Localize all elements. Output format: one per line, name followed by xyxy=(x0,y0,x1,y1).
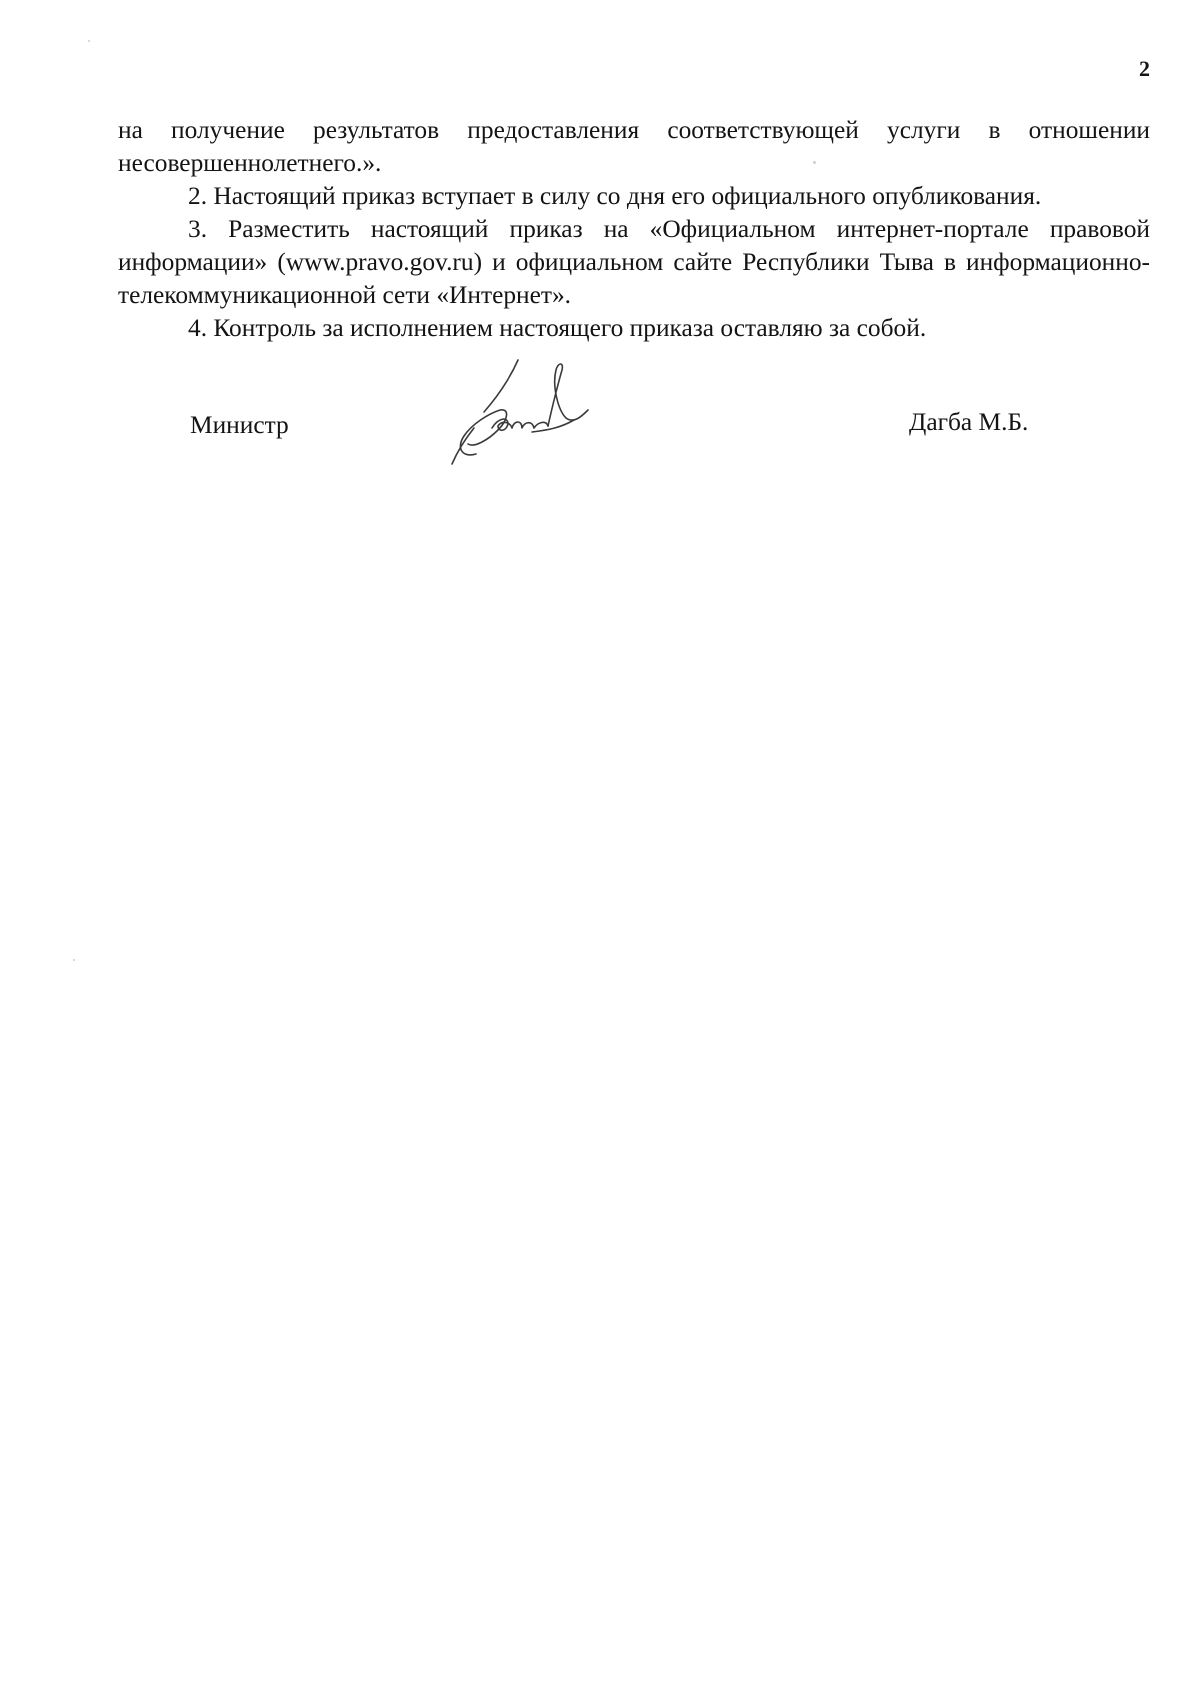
handwritten-signature xyxy=(448,358,618,468)
document-body xyxy=(118,114,1150,345)
paragraph-continuation: на получение результатов предоставления соответствующей услуги в отношении несовершеннолетнего.». xyxy=(118,116,1150,177)
signatory-title: Министр xyxy=(190,411,289,439)
page-number: 2 xyxy=(1139,56,1150,81)
signatory-name: Дагба М.Б. xyxy=(909,408,1029,436)
scan-speck xyxy=(73,959,75,961)
scan-speck xyxy=(813,161,816,164)
paragraph-4: 4. Контроль за исполнением настоящего приказа оставляю за собой. xyxy=(188,314,927,342)
paragraph-2: 2. Настоящий приказ вступает в силу со дня его официального опубликования. xyxy=(188,182,1042,210)
paragraph-3: 3. Разместить настоящий приказ на «Официальном интернет-портале правовой информации» (www.pravo.gov.ru) и официальном сайте Республики Тыва в информационно-телекоммуникационной сети «Интернет». xyxy=(118,215,1150,309)
scan-speck xyxy=(88,40,90,42)
